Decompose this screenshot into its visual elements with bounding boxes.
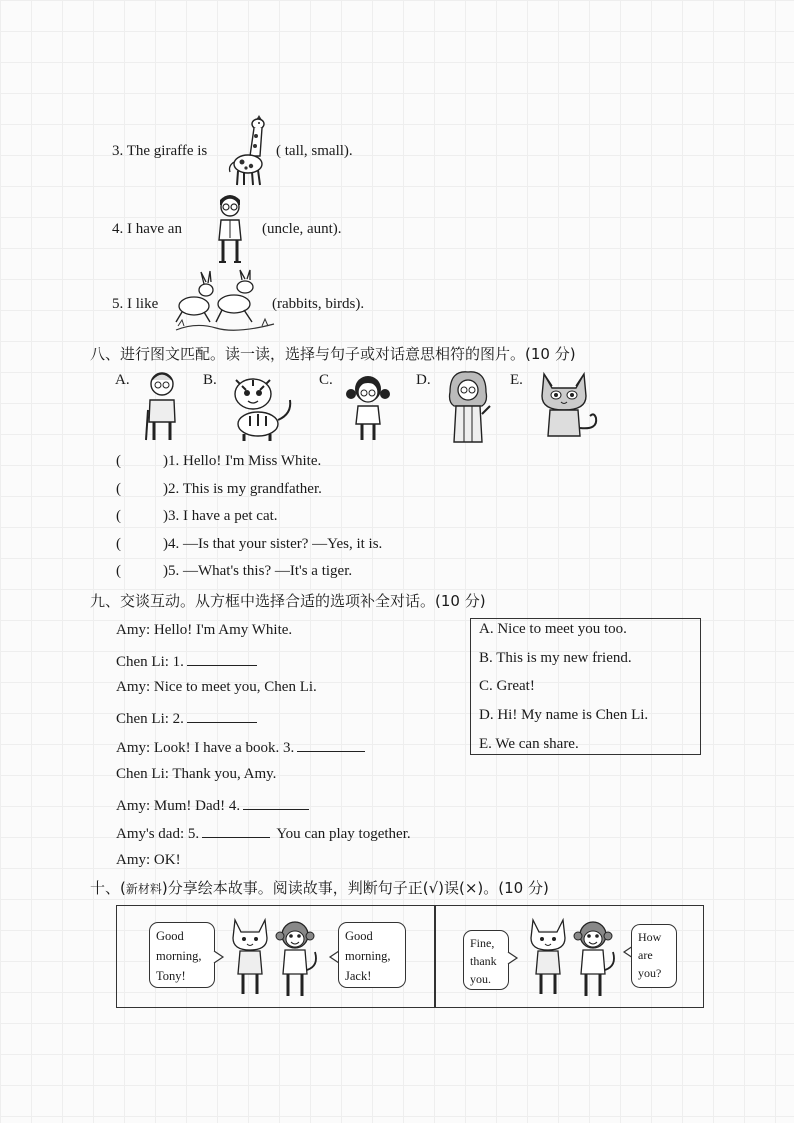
picture-label-a: A.: [115, 372, 130, 388]
cat-icon: [538, 370, 600, 442]
answer-blank[interactable]: [243, 795, 309, 810]
woman-icon: [442, 370, 494, 444]
speech-bubble: Good morning, Tony!: [149, 922, 215, 988]
option-b: B. This is my new friend.: [479, 650, 632, 666]
option-e: E. We can share.: [479, 736, 579, 752]
dialogue-line: Chen Li: 2.: [116, 708, 260, 728]
option-c: C. Great!: [479, 678, 535, 694]
item-7-3: 3. The giraffe is: [112, 143, 208, 159]
answer-blank[interactable]: [187, 708, 257, 723]
bubble-tail: [508, 952, 518, 964]
dialogue-line: Amy: Look! I have a book. 3.: [116, 737, 368, 757]
speech-bubble: Fine, thank you.: [463, 930, 509, 990]
speech-bubble: How are you?: [631, 924, 677, 988]
rabbits-icon: [174, 270, 274, 334]
story-panel-2: [434, 905, 704, 1008]
item-7-5-options: (rabbits, birds).: [272, 296, 365, 312]
girl-icon: [344, 372, 392, 442]
dialogue-line: Amy: Hello! I'm Amy White.: [116, 622, 293, 638]
bubble-tail: [214, 951, 224, 963]
new-material-tag: 新材料: [125, 882, 162, 896]
answer-blank[interactable]: [187, 651, 257, 666]
matching-item: ( )3. I have a pet cat.: [116, 508, 278, 524]
picture-label-e: E.: [510, 372, 523, 388]
speech-bubble: Good morning, Jack!: [338, 922, 406, 988]
matching-item: ( )4. —Is that your sister? —Yes, it is.: [116, 536, 383, 552]
item-7-5: 5. I like: [112, 296, 159, 312]
giraffe-icon: [226, 114, 270, 186]
matching-item: ( )2. This is my grandfather.: [116, 481, 322, 497]
option-a: A. Nice to meet you too.: [479, 621, 627, 637]
story-panel-1: [116, 905, 436, 1008]
cat-tony-icon: [231, 918, 269, 998]
dialogue-line: Amy: Nice to meet you, Chen Li.: [116, 679, 317, 695]
dialogue-line: Amy's dad: 5. You can play together.: [116, 823, 411, 843]
item-7-4: 4. I have an: [112, 221, 182, 237]
picture-label-c: C.: [319, 372, 333, 388]
dialogue-line: Amy: Mum! Dad! 4.: [116, 795, 312, 815]
options-box: [470, 618, 701, 755]
grandfather-icon: [142, 370, 182, 442]
dialogue-line: Chen Li: Thank you, Amy.: [116, 766, 277, 782]
item-7-3-options: ( tall, small).: [276, 143, 353, 159]
monkey-jack-icon: [275, 920, 319, 1000]
item-7-4-options: (uncle, aunt).: [262, 221, 342, 237]
option-d: D. Hi! My name is Chen Li.: [479, 707, 649, 723]
section-10-title: 十、(新材料)分享绘本故事。阅读故事，判断句子正(√)误(×)。(10 分): [90, 879, 549, 897]
picture-label-d: D.: [416, 372, 431, 388]
uncle-icon: [212, 192, 248, 264]
dialogue-line: Chen Li: 1.: [116, 651, 260, 671]
matching-item: ( )5. —What's this? —It's a tiger.: [116, 563, 353, 579]
matching-item: ( )1. Hello! I'm Miss White.: [116, 453, 322, 469]
cat-tony-icon: [529, 918, 567, 998]
dialogue-line: Amy: OK!: [116, 852, 181, 868]
answer-blank[interactable]: [297, 737, 365, 752]
tiger-icon: [230, 374, 300, 442]
answer-blank[interactable]: [202, 823, 270, 838]
section-9-title: 九、交谈互动。从方框中选择合适的选项补全对话。(10 分): [90, 592, 486, 610]
monkey-jack-icon: [573, 920, 617, 1000]
section-8-title: 八、进行图文匹配。读一读，选择与句子或对话意思相符的图片。(10 分): [90, 345, 576, 363]
picture-label-b: B.: [203, 372, 217, 388]
